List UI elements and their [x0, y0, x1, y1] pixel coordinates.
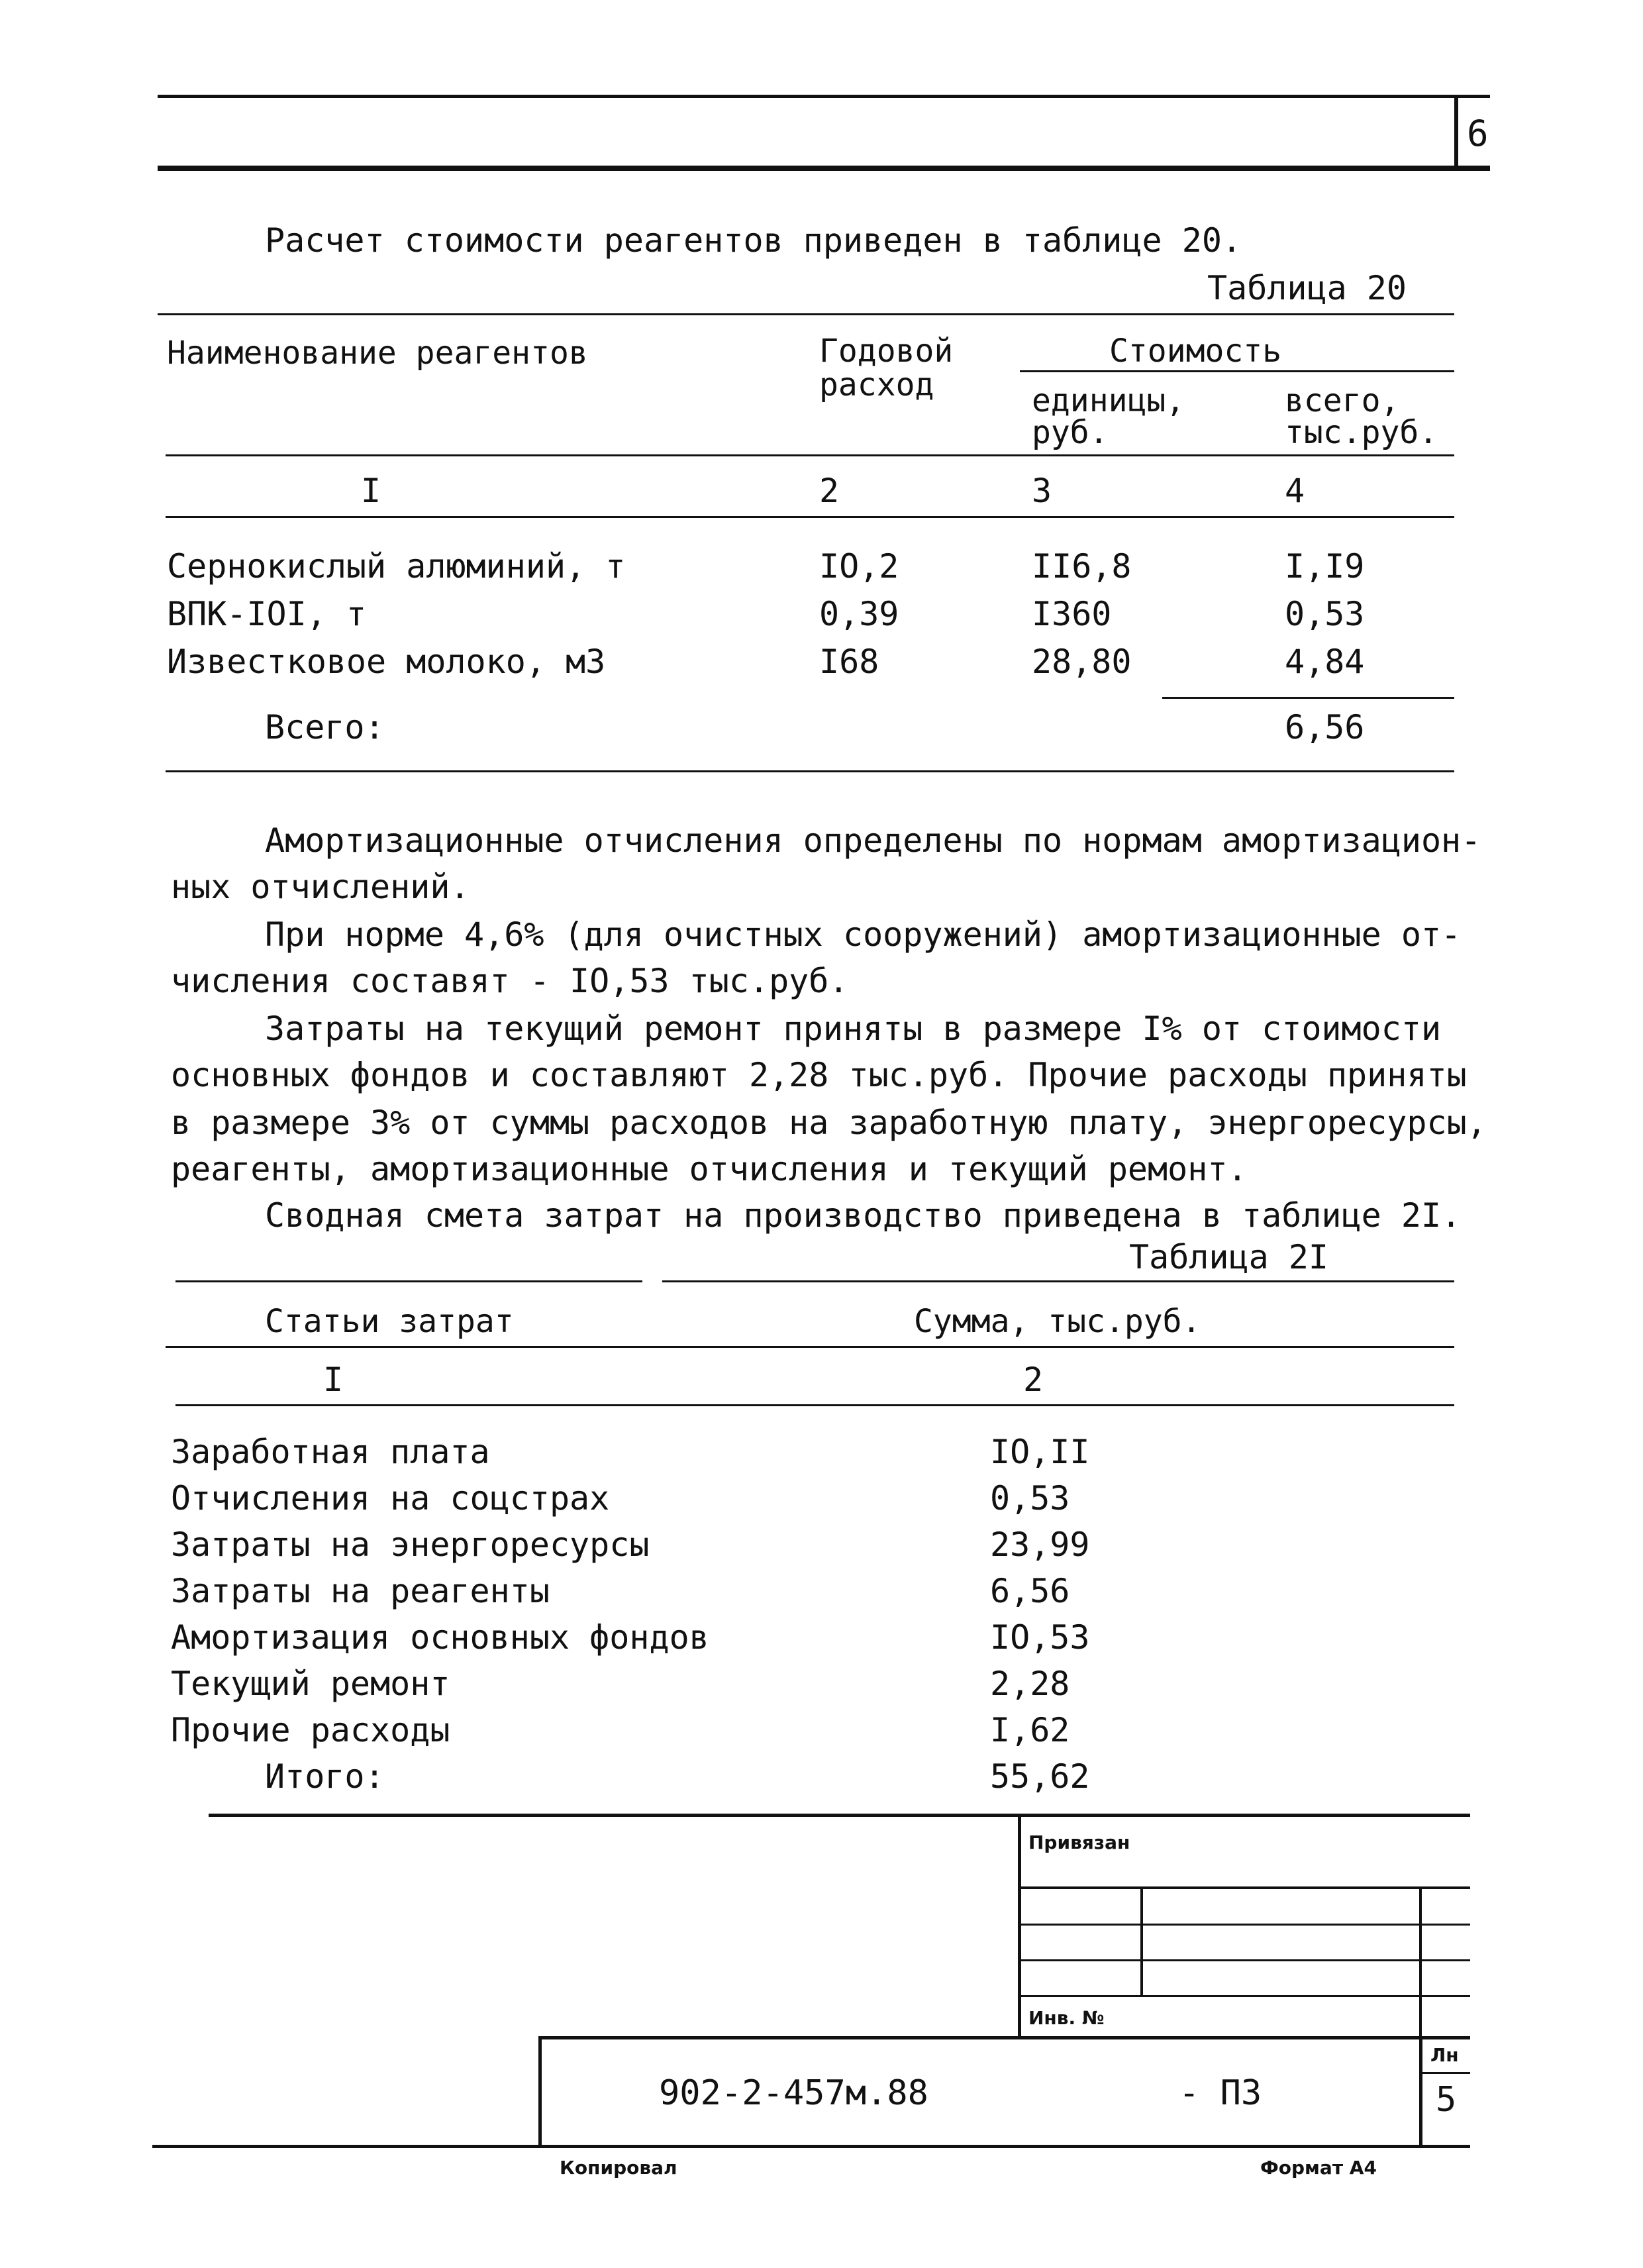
stamp-col-divider-2 [1419, 1886, 1422, 2039]
stamp-main-right-divider [1419, 2036, 1422, 2147]
table21-row1-value: IO,II [990, 1433, 1090, 1471]
table20-col-unit-2: руб. [1032, 414, 1109, 451]
header-page-corner: 6 [1467, 113, 1489, 154]
table21-row3-value: 23,99 [990, 1525, 1090, 1564]
stamp-inv-label: Инв. № [1028, 2007, 1105, 2029]
paragraph-line: основных фондов и составляют 2,28 тыс.руб. Прочие расходы приняты [171, 1056, 1467, 1094]
table20-cost-rule [1020, 370, 1454, 372]
table20-total-label: Всего: [265, 708, 385, 747]
table21-row4-value: 6,56 [990, 1572, 1070, 1610]
stamp-bottom-rule [152, 2145, 1470, 2148]
header-bottom-line [158, 166, 1490, 171]
table21-col-item: Статьи затрат [265, 1303, 514, 1340]
table21-row4-name: Затраты на реагенты [171, 1572, 550, 1610]
stamp-sheet-number: 5 [1436, 2080, 1457, 2120]
intro-text: Расчет стоимости реагентов приведен в таблице 20. [265, 221, 1242, 260]
table21-row6-name: Текущий ремонт [171, 1665, 450, 1703]
table20-col-unit-1: единицы, [1032, 382, 1185, 419]
table21-col-sum: Сумма, тыс.руб. [914, 1303, 1201, 1340]
table21-header-rule [166, 1346, 1454, 1348]
stamp-rule-4 [1020, 1995, 1470, 1997]
table20-row1-unit: II6,8 [1032, 547, 1132, 586]
stamp-rule-3 [1020, 1959, 1470, 1961]
table21-row7-name: Прочие расходы [171, 1711, 450, 1749]
table20-row3-annual: I68 [819, 643, 879, 681]
stamp-rule-1 [1020, 1886, 1470, 1889]
table20-row3-name: Известковое молоко, м3 [167, 643, 606, 681]
table21-bottom-rule [209, 1814, 1470, 1817]
table20-row2-name: ВПК-IOI, т [167, 595, 367, 633]
stamp-col-divider-1 [1140, 1886, 1143, 1996]
table20-row2-unit: I360 [1032, 595, 1112, 633]
table21-total-value: 55,62 [990, 1757, 1090, 1796]
table21-row3-name: Затраты на энергоресурсы [171, 1525, 650, 1564]
stamp-left-border [1018, 1814, 1021, 2039]
header-top-line [158, 95, 1490, 98]
table21-num-1: I [323, 1361, 344, 1399]
table20-num-1: I [361, 472, 381, 510]
table21-row6-value: 2,28 [990, 1665, 1070, 1703]
table20-number-rule [166, 516, 1454, 518]
table20-row3-total: 4,84 [1285, 643, 1365, 681]
table21-row5-value: IO,53 [990, 1618, 1090, 1657]
table21-num-2: 2 [1023, 1361, 1044, 1399]
table21-row1-name: Заработная плата [171, 1433, 490, 1471]
table21-number-rule [175, 1404, 1454, 1406]
stamp-sheet-label: Лн [1430, 2044, 1459, 2066]
table20-row3-unit: 28,80 [1032, 643, 1132, 681]
paragraph-line: Амортизационные отчисления определены по нормам амортизацион- [265, 821, 1481, 860]
table20-total-value: 6,56 [1285, 708, 1365, 747]
table21-row2-name: Отчисления на соцстрах [171, 1479, 610, 1518]
paragraph-line: числения составят - IO,53 тыс.руб. [171, 962, 849, 1000]
table21-top-rule-right [662, 1280, 1454, 1282]
paragraph-line: Сводная смета затрат на производство приведена в таблице 2I. [265, 1196, 1462, 1235]
table20-caption: Таблица 20 [1207, 269, 1407, 307]
paragraph-line: в размере 3% от суммы расходов на заработную плату, энергоресурсы, [171, 1104, 1487, 1142]
table20-num-3: 3 [1032, 472, 1052, 510]
table21-top-rule-left [175, 1280, 642, 1282]
table20-col-cost: Стоимость [1109, 333, 1282, 370]
table20-top-rule [158, 313, 1454, 315]
table20-sum-rule [1162, 697, 1454, 699]
stamp-rule-2 [1020, 1924, 1470, 1926]
table20-row2-total: 0,53 [1285, 595, 1365, 633]
table21-caption: Таблица 2I [1129, 1238, 1329, 1276]
stamp-doc-code: 902-2-457м.88 [659, 2073, 928, 2113]
table21-total-label: Итого: [265, 1757, 385, 1796]
paragraph-line: Затраты на текущий ремонт приняты в размере I% от стоимости [265, 1009, 1442, 1048]
stamp-copied-label: Копировал [560, 2157, 677, 2179]
table20-col-total-2: тыс.руб. [1285, 414, 1438, 451]
header-page-divider [1454, 95, 1458, 169]
table20-row2-annual: 0,39 [819, 595, 899, 633]
table20-num-4: 4 [1285, 472, 1305, 510]
table21-row7-value: I,62 [990, 1711, 1070, 1749]
table20-col-total-1: всего, [1285, 382, 1400, 419]
table20-row1-name: Сернокислый алюминий, т [167, 547, 626, 586]
table20-col-name: Наименование реагентов [167, 335, 588, 372]
table20-header-rule [166, 454, 1454, 456]
stamp-main-top-rule [538, 2036, 1470, 2039]
paragraph-line: ных отчислений. [171, 868, 470, 906]
table20-num-2: 2 [819, 472, 840, 510]
table21-row5-name: Амортизация основных фондов [171, 1618, 709, 1657]
table21-row2-value: 0,53 [990, 1479, 1070, 1518]
table20-bottom-rule [166, 770, 1454, 772]
stamp-attached-label: Привязан [1028, 1831, 1130, 1853]
table20-row1-total: I,I9 [1285, 547, 1365, 586]
table20-col-annual-2: расход [819, 366, 934, 403]
stamp-main-left-border [538, 2036, 542, 2147]
stamp-format-label: Формат А4 [1260, 2157, 1377, 2179]
paragraph-line: реагенты, амортизационные отчисления и текущий ремонт. [171, 1150, 1248, 1188]
paragraph-line: При норме 4,6% (для очистных сооружений) амортизационные от- [265, 915, 1462, 954]
table20-col-annual-1: Годовой [819, 333, 954, 370]
table20-row1-annual: IO,2 [819, 547, 899, 586]
stamp-sheet-rule [1419, 2072, 1470, 2074]
stamp-doc-suffix: - ПЗ [1179, 2073, 1262, 2113]
